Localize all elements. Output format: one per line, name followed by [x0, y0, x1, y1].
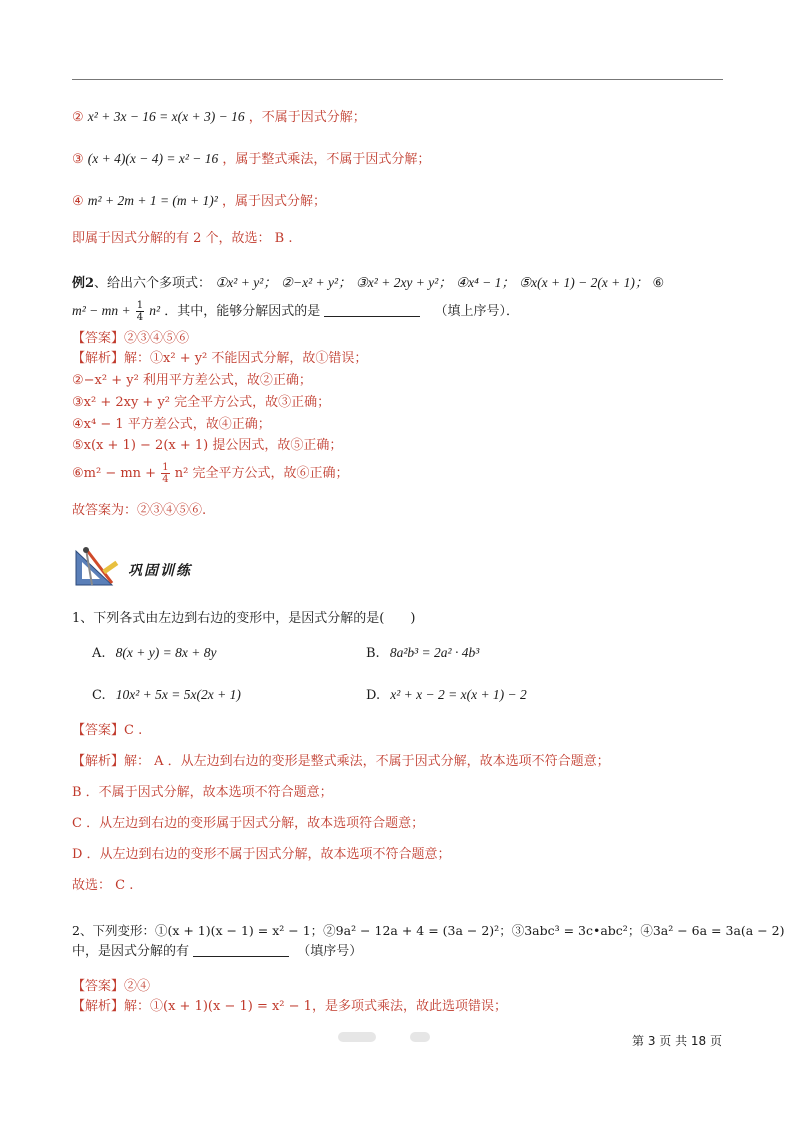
- q2-stem: 2、下列变形：①(x + 1)(x − 1) = x² − 1；②9a² − 12a + 4 = (3a − 2)²；③3abc³ = 3c•abc²；④3a² − 6a = 3a(a − 2): [72, 923, 785, 938]
- example2-analysis-2: ②−x² + y² 利用平方差公式，故②正确；: [72, 373, 312, 388]
- fraction-denominator: 4: [136, 312, 144, 323]
- option-expr: 8a²b³ = 2a² · 4b³: [389, 645, 480, 660]
- answer-tag: 【答案】: [72, 979, 125, 994]
- ruler-compass-icon: [72, 545, 122, 589]
- fraction: [161, 462, 169, 485]
- example2-analysis-1: [72, 350, 367, 368]
- q1-option-d: [366, 686, 527, 705]
- watermark-smudge: [338, 1032, 376, 1042]
- q1-answer: [72, 722, 142, 740]
- note: ，属于整式乘法，不属于因式分解；: [222, 152, 431, 167]
- solution-line-4: [72, 192, 326, 211]
- question-tail: （填上序号）．: [434, 304, 520, 319]
- fraction-numerator: 1: [162, 462, 169, 473]
- item-number: ②: [72, 110, 84, 125]
- watermark-smudge: [410, 1032, 430, 1042]
- example2-analysis-5: ⑤x(x + 1) − 2(x + 1) 提公因式，故⑤正确；: [72, 438, 343, 453]
- q1-stem: 1、下列各式由左边到右边的变形中，是因式分解的是( ): [72, 611, 416, 626]
- poly-6-b: n²: [149, 303, 161, 318]
- example2-stem: [72, 274, 664, 293]
- poly-4: ④x⁴ − 1；: [455, 275, 515, 290]
- example2-analysis-6: [72, 462, 348, 485]
- q1-analysis-2: B ．不属于因式分解，故本选项不符合题意；: [72, 785, 333, 800]
- example-label: 例2: [72, 276, 95, 291]
- q1-option-a: [92, 644, 216, 663]
- poly-2: ②−x² + y²；: [280, 275, 352, 290]
- solution-line-2: [72, 108, 366, 127]
- answer-value: ②④: [124, 979, 151, 994]
- q2-analysis: [72, 998, 507, 1016]
- q1-analysis-5: 故选： C .: [72, 878, 134, 893]
- analysis-6-b: n² 完全平方公式，故⑥正确；: [174, 466, 349, 481]
- equation: m² + 2m + 1 = (m + 1)²: [87, 193, 218, 208]
- analysis-line: 解： A ．从左边到右边的变形是整式乘法，不属于因式分解，故本选项不符合题意；: [124, 754, 610, 769]
- q1-analysis-1: [72, 753, 610, 771]
- option-expr: x² + x − 2 = x(x + 1) − 2: [390, 687, 527, 702]
- answer-tag: 【答案】: [72, 723, 125, 738]
- option-label: C.: [92, 688, 106, 703]
- example2-analysis-3: ③x² + 2xy + y² 完全平方公式，故③正确；: [72, 395, 331, 410]
- example2-analysis-4: ④x⁴ − 1 平方差公式，故④正确；: [72, 417, 271, 432]
- equation: x² + 3x − 16 = x(x + 3) − 16: [87, 109, 245, 124]
- q1-analysis-4: D ．从左边到右边的变形不属于因式分解，故本选项不符合题意；: [72, 847, 451, 862]
- page-footer: 第 3 页 共 18 页: [632, 1034, 722, 1048]
- poly-3: ③x² + 2xy + y²；: [355, 275, 452, 290]
- option-expr: 10x² + 5x = 5x(2x + 1): [115, 687, 241, 702]
- q1-analysis-3: C ．从左边到右边的变形属于因式分解，故本选项符合题意；: [72, 816, 425, 831]
- analysis-tag: 【解析】: [72, 351, 125, 366]
- q2-stem2-tail: （填序号）: [297, 944, 363, 959]
- poly-6-number: ⑥: [652, 276, 665, 291]
- q2-stem-line2: [72, 943, 362, 961]
- example-intro: 、给出六个多项式：: [94, 276, 212, 291]
- example2-final: 故答案为：②③④⑤⑥.: [72, 503, 207, 518]
- answer-value: ②③④⑤⑥: [124, 331, 190, 346]
- poly-1: ①x² + y²；: [215, 275, 277, 290]
- option-label: A.: [92, 646, 106, 661]
- analysis-line: 解：①x² + y² 不能因式分解，故①错误；: [124, 351, 368, 366]
- analysis-6-a: ⑥m² − mn +: [72, 466, 157, 481]
- section-title: 巩固训练: [128, 563, 192, 579]
- answer-tag: 【答案】: [72, 331, 125, 346]
- answer-blank: [193, 944, 289, 957]
- note: ，不属于因式分解；: [248, 110, 366, 125]
- fraction: [136, 300, 144, 323]
- solution-conclusion: 即属于因式分解的有 2 个，故选： B .: [72, 231, 293, 246]
- question-text: ．其中，能够分解因式的是: [164, 304, 321, 319]
- q2-answer: [72, 978, 150, 996]
- header-rule: [72, 79, 723, 80]
- item-number: ④: [72, 194, 84, 209]
- answer-value: C .: [124, 723, 143, 738]
- analysis-tag: 【解析】: [72, 754, 125, 769]
- item-number: ③: [72, 152, 84, 167]
- analysis-tag: 【解析】: [72, 999, 125, 1014]
- analysis-line: 解：①(x + 1)(x − 1) = x² − 1，是多项式乘法，故此选项错误；: [124, 999, 507, 1014]
- equation: (x + 4)(x − 4) = x² − 16: [87, 151, 219, 166]
- example2-answer: [72, 330, 189, 348]
- answer-blank: [324, 304, 420, 317]
- note: ，属于因式分解；: [221, 194, 326, 209]
- example2-stem-line2: [72, 300, 519, 323]
- q2-stem2: 中，是因式分解的有: [72, 944, 190, 959]
- poly-6-a: m² − mn +: [72, 303, 131, 318]
- option-label: B.: [366, 646, 380, 661]
- solution-line-3: [72, 150, 430, 169]
- poly-5: ⑤x(x + 1) − 2(x + 1)；: [519, 275, 649, 290]
- q1-option-c: [92, 686, 241, 705]
- fraction-numerator: 1: [136, 300, 144, 311]
- q1-option-b: [366, 644, 479, 663]
- option-label: D.: [366, 688, 381, 703]
- option-expr: 8(x + y) = 8x + 8y: [115, 645, 217, 660]
- fraction-denominator: 4: [162, 474, 169, 485]
